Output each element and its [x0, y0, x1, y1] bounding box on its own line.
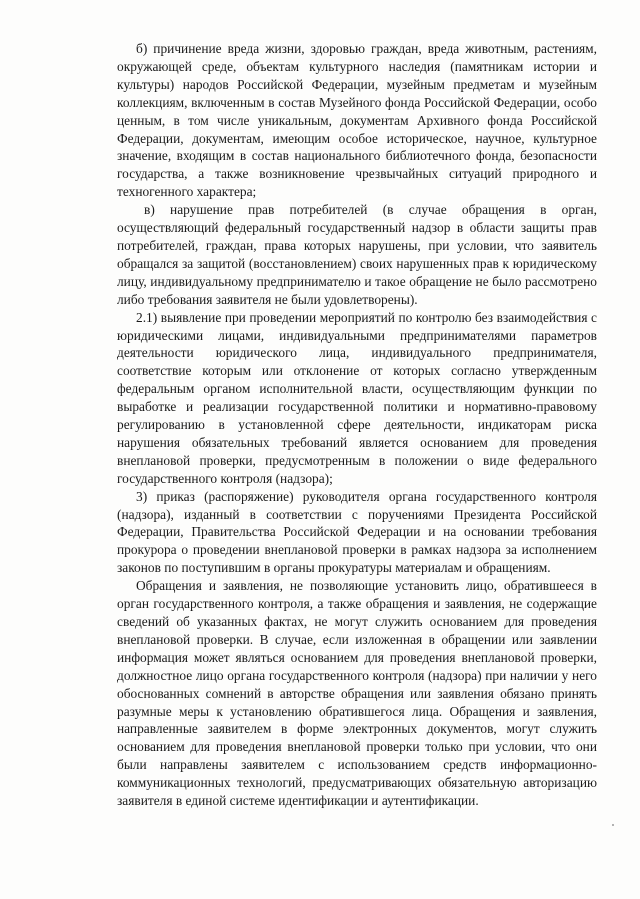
paragraph-3: 3) приказ (распоряжение) руководителя органа государственного контроля (надзора), изданный в соответствии с поручениями Президента Российской Федерации, Правительства Российской Федерации и на основании требования прокурора о проведении внеплановой проверки в рамках надзора за исполнением законов по поступившим в органы прокуратуры материалам и обращениям.	[117, 488, 597, 576]
document-body	[117, 40, 597, 810]
paragraph-b: б) причинение вреда жизни, здоровью граждан, вреда животным, растениям, окружающей среде, объектам культурного наследия (памятникам истории и культуры) народов Российской Федерации, музейным предметам и музейным коллекциям, включенным в состав Музейного фонда Российской Федерации, особо ценным, в том числе уникальным, документам Архивного фонда Российской Федерации, документам, имеющим особое историческое, научное, культурное значение, входящим в состав национального библиотечного фонда, безопасности государства, а также возникновение чрезвычайных ситуаций природного и техногенного характера;	[117, 41, 597, 200]
paragraph-appeals: Обращения и заявления, не позволяющие установить лицо, обратившееся в орган государственного контроля, а также обращения и заявления, не содержащие сведений об указанных фактах, не могут служить основанием для проведения внеплановой проверки. В случае, если изложенная в обращении или заявлении информация может являться основанием для проведения внеплановой проверки, должностное лицо органа государственного контроля (надзора) при наличии у него обоснованных сомнений в авторстве обращения или заявления обязано принять разумные меры к установлению обратившегося лица. Обращения и заявления, направленные заявителем в форме электронных документов, могут служить основанием для проведения внеплановой проверки только при условии, что они были направлены заявителем с использованием средств информационно-коммуникационных технологий, предусматривающих обязательную авторизацию заявителя в единой системе идентификации и аутентификации.	[117, 578, 597, 809]
paragraph-v: в) нарушение прав потребителей (в случае обращения в орган, осуществляющий федеральный государственный надзор в области защиты прав потребителей, граждан, права которых нарушены, при условии, что заявитель обращался за защитой (восстановлением) своих нарушенных прав к юридическому лицу, индивидуальному предпринимателю и такое обращение не было рассмотрено либо требования заявителя не были удовлетворены).	[117, 202, 597, 307]
paragraph-2-1: 2.1) выявление при проведении мероприятий по контролю без взаимодействия с юридическими лицами, индивидуальными предпринимателями параметров деятельности юридического лица, индивидуального предпринимателя, соответствие которым или отклонение от которых согласно утвержденным федеральным органом исполнительной власти, осуществляющим функции по выработке и реализации государственной политики и нормативно-правовому регулированию в установленной сфере деятельности, индикаторам риска нарушения обязательных требований является основанием для проведения внеплановой проверки, предусмотренным в положении о виде федерального государственного контроля (надзора);	[117, 309, 597, 486]
scan-speck	[612, 824, 614, 826]
